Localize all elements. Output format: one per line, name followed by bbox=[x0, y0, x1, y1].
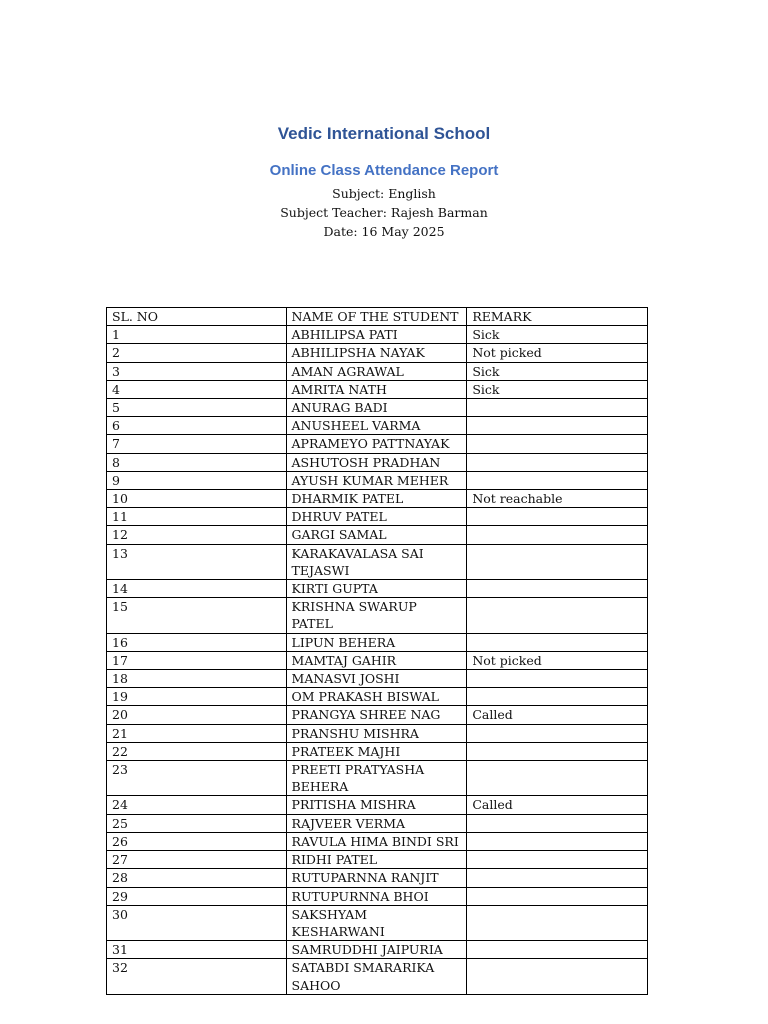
cell-remark bbox=[467, 471, 648, 489]
cell-student-name: SAMRUDDHI JAIPURIA bbox=[286, 941, 467, 959]
header-student-name: NAME OF THE STUDENT bbox=[286, 308, 467, 326]
table-row bbox=[107, 724, 648, 742]
table-row bbox=[107, 706, 648, 724]
cell-sl-no: 29 bbox=[107, 887, 287, 905]
cell-sl-no: 16 bbox=[107, 633, 287, 651]
table-header bbox=[107, 308, 648, 326]
table-row bbox=[107, 544, 648, 579]
cell-student-name: KARAKAVALASA SAI TEJASWI bbox=[286, 544, 467, 579]
cell-sl-no: 9 bbox=[107, 471, 287, 489]
cell-student-name: AMRITA NATH bbox=[286, 380, 467, 398]
cell-remark: Sick bbox=[467, 380, 648, 398]
cell-student-name: SATABDI SMARARIKA SAHOO bbox=[286, 959, 467, 994]
cell-sl-no: 32 bbox=[107, 959, 287, 994]
cell-sl-no: 21 bbox=[107, 724, 287, 742]
cell-student-name: AMAN AGRAWAL bbox=[286, 362, 467, 380]
cell-remark bbox=[467, 508, 648, 526]
cell-sl-no: 14 bbox=[107, 580, 287, 598]
cell-student-name: MAMTAJ GAHIR bbox=[286, 651, 467, 669]
table-row bbox=[107, 598, 648, 633]
table-row bbox=[107, 941, 648, 959]
cell-remark bbox=[467, 941, 648, 959]
cell-student-name: RIDHI PATEL bbox=[286, 851, 467, 869]
table-row bbox=[107, 869, 648, 887]
cell-student-name: RUTUPURNNA BHOI bbox=[286, 887, 467, 905]
cell-sl-no: 24 bbox=[107, 796, 287, 814]
cell-sl-no: 7 bbox=[107, 435, 287, 453]
table-row bbox=[107, 887, 648, 905]
table-row bbox=[107, 742, 648, 760]
table-row bbox=[107, 471, 648, 489]
cell-sl-no: 22 bbox=[107, 742, 287, 760]
cell-student-name: ANUSHEEL VARMA bbox=[286, 417, 467, 435]
cell-student-name: KRISHNA SWARUP PATEL bbox=[286, 598, 467, 633]
cell-remark bbox=[467, 453, 648, 471]
table-row bbox=[107, 905, 648, 940]
cell-remark bbox=[467, 851, 648, 869]
cell-remark bbox=[467, 435, 648, 453]
table-row bbox=[107, 326, 648, 344]
table-row bbox=[107, 399, 648, 417]
cell-student-name: ABHILIPSA PATI bbox=[286, 326, 467, 344]
cell-sl-no: 26 bbox=[107, 832, 287, 850]
cell-sl-no: 23 bbox=[107, 761, 287, 796]
cell-student-name: ABHILIPSHA NAYAK bbox=[286, 344, 467, 362]
cell-remark bbox=[467, 832, 648, 850]
table-body bbox=[107, 326, 648, 995]
table-row bbox=[107, 959, 648, 994]
report-title: Online Class Attendance Report bbox=[269, 162, 499, 179]
cell-sl-no: 30 bbox=[107, 905, 287, 940]
table-row bbox=[107, 526, 648, 544]
table-row bbox=[107, 814, 648, 832]
cell-sl-no: 17 bbox=[107, 651, 287, 669]
cell-student-name: DHARMIK PATEL bbox=[286, 490, 467, 508]
table-row bbox=[107, 453, 648, 471]
table-row bbox=[107, 761, 648, 796]
header-row bbox=[107, 308, 648, 326]
cell-sl-no: 18 bbox=[107, 670, 287, 688]
cell-student-name: RAVULA HIMA BINDI SRI bbox=[286, 832, 467, 850]
cell-sl-no: 12 bbox=[107, 526, 287, 544]
cell-sl-no: 2 bbox=[107, 344, 287, 362]
date-line: Date: 16 May 2025 bbox=[323, 224, 445, 239]
cell-sl-no: 15 bbox=[107, 598, 287, 633]
table-row bbox=[107, 651, 648, 669]
cell-remark: Called bbox=[467, 796, 648, 814]
cell-sl-no: 19 bbox=[107, 688, 287, 706]
attendance-table bbox=[106, 307, 648, 995]
cell-remark bbox=[467, 526, 648, 544]
cell-student-name: MANASVI JOSHI bbox=[286, 670, 467, 688]
table-row bbox=[107, 380, 648, 398]
cell-remark bbox=[467, 544, 648, 579]
cell-student-name: PRITISHA MISHRA bbox=[286, 796, 467, 814]
table-row bbox=[107, 688, 648, 706]
cell-student-name: LIPUN BEHERA bbox=[286, 633, 467, 651]
cell-student-name: PRATEEK MAJHI bbox=[286, 742, 467, 760]
cell-remark bbox=[467, 633, 648, 651]
cell-sl-no: 4 bbox=[107, 380, 287, 398]
cell-remark bbox=[467, 580, 648, 598]
cell-student-name: AYUSH KUMAR MEHER bbox=[286, 471, 467, 489]
cell-student-name: ASHUTOSH PRADHAN bbox=[286, 453, 467, 471]
cell-remark bbox=[467, 761, 648, 796]
cell-student-name: SAKSHYAM KESHARWANI bbox=[286, 905, 467, 940]
cell-student-name: RUTUPARNNA RANJIT bbox=[286, 869, 467, 887]
cell-remark bbox=[467, 869, 648, 887]
cell-remark bbox=[467, 670, 648, 688]
table-row bbox=[107, 417, 648, 435]
cell-sl-no: 31 bbox=[107, 941, 287, 959]
header-sl-no: SL. NO bbox=[107, 308, 287, 326]
cell-remark bbox=[467, 959, 648, 994]
cell-sl-no: 8 bbox=[107, 453, 287, 471]
cell-remark: Sick bbox=[467, 362, 648, 380]
cell-remark bbox=[467, 887, 648, 905]
cell-student-name: APRAMEYO PATTNAYAK bbox=[286, 435, 467, 453]
subject-line: Subject: English bbox=[332, 186, 436, 201]
cell-sl-no: 25 bbox=[107, 814, 287, 832]
cell-remark bbox=[467, 742, 648, 760]
table-row bbox=[107, 490, 648, 508]
cell-sl-no: 5 bbox=[107, 399, 287, 417]
cell-sl-no: 27 bbox=[107, 851, 287, 869]
table-row bbox=[107, 633, 648, 651]
cell-student-name: PRANSHU MISHRA bbox=[286, 724, 467, 742]
table-row bbox=[107, 832, 648, 850]
cell-sl-no: 20 bbox=[107, 706, 287, 724]
teacher-line: Subject Teacher: Rajesh Barman bbox=[280, 205, 488, 220]
cell-remark bbox=[467, 905, 648, 940]
cell-remark: Not picked bbox=[467, 651, 648, 669]
cell-sl-no: 1 bbox=[107, 326, 287, 344]
cell-remark bbox=[467, 688, 648, 706]
table-row bbox=[107, 796, 648, 814]
cell-sl-no: 3 bbox=[107, 362, 287, 380]
table-row bbox=[107, 851, 648, 869]
table-row bbox=[107, 344, 648, 362]
cell-remark bbox=[467, 814, 648, 832]
cell-sl-no: 11 bbox=[107, 508, 287, 526]
table-row bbox=[107, 362, 648, 380]
cell-remark: Not picked bbox=[467, 344, 648, 362]
cell-remark bbox=[467, 724, 648, 742]
cell-student-name: PRANGYA SHREE NAG bbox=[286, 706, 467, 724]
header-remark: REMARK bbox=[467, 308, 648, 326]
cell-remark: Called bbox=[467, 706, 648, 724]
cell-remark: Not reachable bbox=[467, 490, 648, 508]
table-row bbox=[107, 435, 648, 453]
cell-sl-no: 10 bbox=[107, 490, 287, 508]
school-name: Vedic International School bbox=[277, 124, 491, 143]
cell-student-name: PREETI PRATYASHA BEHERA bbox=[286, 761, 467, 796]
table-row bbox=[107, 580, 648, 598]
cell-sl-no: 28 bbox=[107, 869, 287, 887]
cell-sl-no: 13 bbox=[107, 544, 287, 579]
table-row bbox=[107, 670, 648, 688]
cell-remark bbox=[467, 417, 648, 435]
cell-student-name: ANURAG BADI bbox=[286, 399, 467, 417]
cell-remark: Sick bbox=[467, 326, 648, 344]
cell-student-name: DHRUV PATEL bbox=[286, 508, 467, 526]
cell-student-name: RAJVEER VERMA bbox=[286, 814, 467, 832]
cell-student-name: GARGI SAMAL bbox=[286, 526, 467, 544]
table-row bbox=[107, 508, 648, 526]
cell-sl-no: 6 bbox=[107, 417, 287, 435]
cell-remark bbox=[467, 399, 648, 417]
cell-student-name: KIRTI GUPTA bbox=[286, 580, 467, 598]
cell-student-name: OM PRAKASH BISWAL bbox=[286, 688, 467, 706]
cell-remark bbox=[467, 598, 648, 633]
